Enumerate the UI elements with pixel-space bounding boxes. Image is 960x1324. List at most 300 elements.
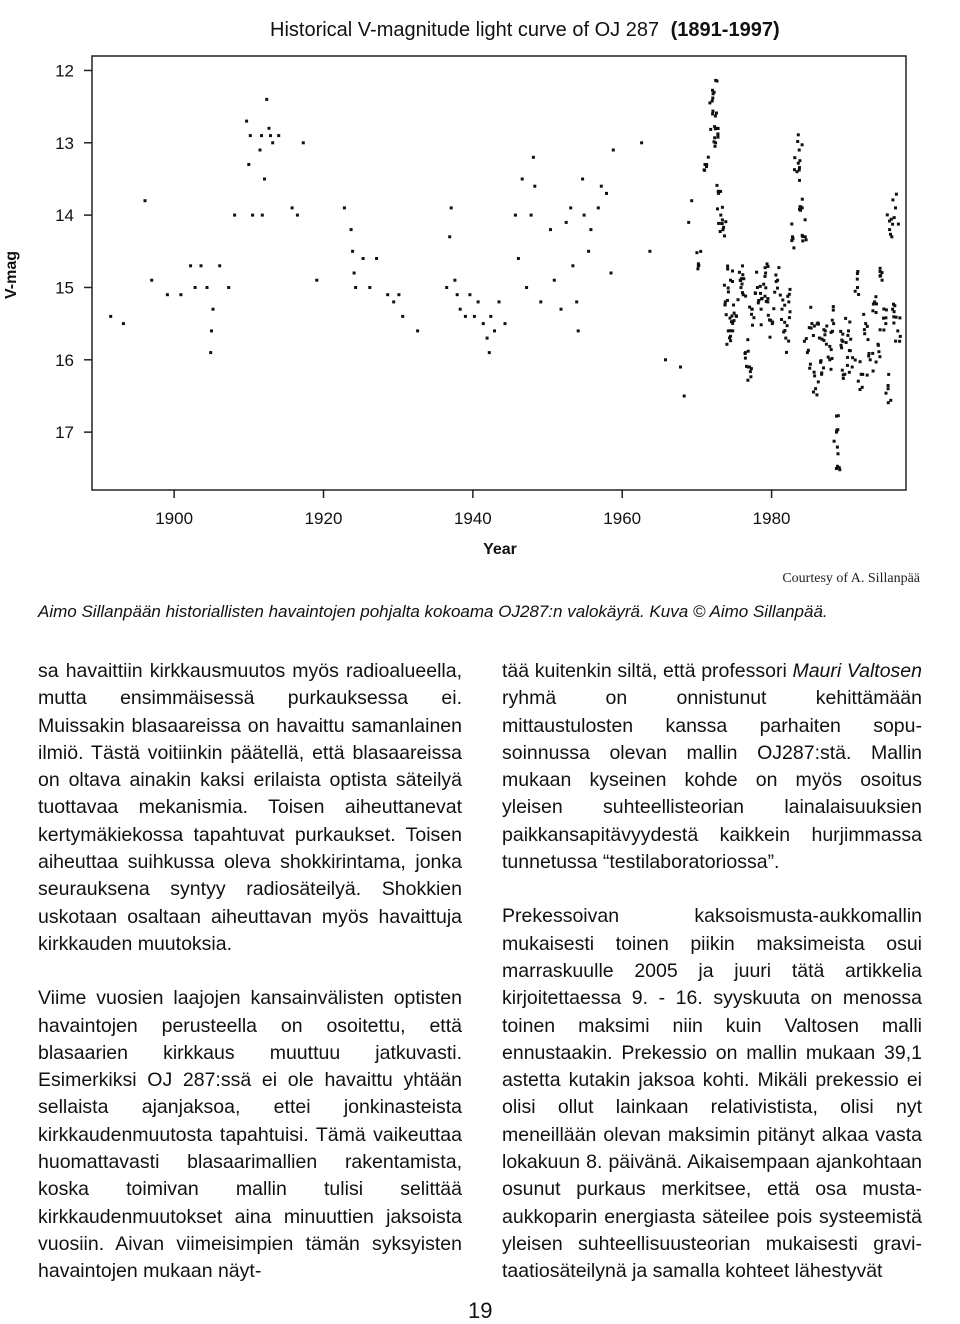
data-point bbox=[803, 340, 806, 343]
data-point bbox=[744, 352, 747, 355]
data-point bbox=[878, 355, 881, 358]
chart-title-years: (1891-1997) bbox=[670, 19, 780, 41]
data-point bbox=[784, 337, 787, 340]
data-point bbox=[448, 235, 451, 238]
data-point bbox=[296, 214, 299, 217]
data-point bbox=[752, 316, 755, 319]
data-point bbox=[265, 98, 268, 101]
data-point bbox=[723, 234, 726, 237]
data-point bbox=[386, 293, 389, 296]
data-point bbox=[754, 292, 757, 295]
data-point bbox=[832, 322, 835, 325]
data-point bbox=[696, 267, 699, 270]
data-point bbox=[831, 330, 834, 333]
data-point bbox=[731, 329, 734, 332]
data-point bbox=[893, 304, 896, 307]
x-tick-label: 1980 bbox=[752, 509, 791, 528]
data-point bbox=[664, 358, 667, 361]
data-point bbox=[711, 100, 714, 103]
data-point bbox=[868, 352, 871, 355]
data-point bbox=[726, 265, 729, 268]
data-point bbox=[890, 218, 893, 221]
data-point bbox=[785, 351, 788, 354]
data-point bbox=[714, 145, 717, 148]
data-point bbox=[749, 375, 752, 378]
data-point bbox=[757, 301, 760, 304]
data-point bbox=[747, 350, 750, 353]
data-point bbox=[703, 169, 706, 172]
data-point bbox=[719, 230, 722, 233]
data-point bbox=[750, 313, 753, 316]
data-point bbox=[699, 250, 702, 253]
data-point bbox=[755, 271, 758, 274]
data-point bbox=[751, 324, 754, 327]
data-point bbox=[798, 149, 801, 152]
data-point bbox=[721, 222, 724, 225]
data-point bbox=[789, 310, 792, 313]
y-tick-label: 16 bbox=[55, 350, 74, 370]
data-point bbox=[353, 272, 356, 275]
data-point bbox=[832, 305, 835, 308]
data-point bbox=[836, 465, 839, 468]
data-point bbox=[493, 329, 496, 332]
data-point bbox=[813, 374, 816, 377]
data-point bbox=[597, 206, 600, 209]
figure-caption: Aimo Sillanpään historiallisten havaintojen pohjalta kokoama OJ287:n valokäyrä. Kuva © Aimo Sillanpää. bbox=[38, 602, 828, 621]
data-point bbox=[697, 262, 700, 265]
data-point bbox=[764, 266, 767, 269]
data-point bbox=[397, 293, 400, 296]
data-point bbox=[468, 293, 471, 296]
data-point bbox=[822, 366, 825, 369]
data-point bbox=[726, 299, 729, 302]
data-point bbox=[581, 178, 584, 181]
data-point bbox=[786, 324, 789, 327]
data-point bbox=[760, 323, 763, 326]
data-point bbox=[891, 198, 894, 201]
data-point bbox=[854, 359, 857, 362]
data-point bbox=[343, 206, 346, 209]
data-point bbox=[375, 257, 378, 260]
data-point bbox=[539, 300, 542, 303]
data-point bbox=[711, 112, 714, 115]
data-point bbox=[764, 272, 767, 275]
data-point bbox=[836, 428, 839, 431]
data-point bbox=[482, 322, 485, 325]
data-point bbox=[732, 304, 735, 307]
data-point bbox=[721, 206, 724, 209]
data-point bbox=[612, 149, 615, 152]
data-point bbox=[879, 267, 882, 270]
data-point bbox=[741, 283, 744, 286]
data-point bbox=[716, 133, 719, 136]
data-point bbox=[717, 190, 720, 193]
data-point bbox=[884, 316, 887, 319]
data-point bbox=[488, 351, 491, 354]
data-point bbox=[812, 391, 815, 394]
data-point bbox=[831, 319, 834, 322]
x-tick-label: 1920 bbox=[304, 509, 343, 528]
data-point bbox=[707, 156, 710, 159]
y-tick-label: 13 bbox=[55, 133, 74, 153]
data-point bbox=[782, 331, 785, 334]
data-point bbox=[350, 228, 353, 231]
data-point bbox=[723, 284, 726, 287]
data-point bbox=[695, 251, 698, 254]
data-point bbox=[885, 392, 888, 395]
data-point bbox=[798, 179, 801, 182]
data-point bbox=[729, 335, 732, 338]
data-point bbox=[800, 206, 803, 209]
data-point bbox=[709, 128, 712, 131]
data-point bbox=[825, 325, 828, 328]
data-point bbox=[898, 316, 901, 319]
data-point bbox=[498, 300, 501, 303]
data-point bbox=[725, 343, 728, 346]
data-point bbox=[886, 213, 889, 216]
data-point bbox=[766, 297, 769, 300]
data-point bbox=[810, 327, 813, 330]
left-paragraph-1: sa havaittiin kirkkausmuutos myös radioalueella, mutta ensimmäisessä purkauksessa ei. Muissakin blasaareissa on havaittu samanlainen ilmiö. Tästä voitiinkin päätellä, että blasaareissa on oltava ainakin kaksi erilaista optista säteilyä tuottavaa mekanismia. Toisen aiheuttanevat kertymäkiekossa tapahtuvat purkaukset. Toisen aiheuttaa suihkussa oleva shokkirintama, jonka seurauksena syntyy radiosäteilyä. Shokkien uskotaan osaltaan aiheuttavan myös havaittuja kirkkauden muutoksia. bbox=[38, 660, 462, 955]
y-tick-label: 14 bbox=[55, 206, 74, 226]
data-point bbox=[122, 322, 125, 325]
data-point bbox=[610, 272, 613, 275]
right-column bbox=[502, 658, 922, 1286]
data-point bbox=[712, 92, 715, 95]
data-point bbox=[894, 340, 897, 343]
data-point bbox=[783, 321, 786, 324]
data-point bbox=[801, 143, 804, 146]
data-point bbox=[875, 302, 878, 305]
data-point bbox=[877, 343, 880, 346]
data-point bbox=[735, 314, 738, 317]
plot-frame bbox=[92, 56, 906, 490]
data-point bbox=[729, 339, 732, 342]
data-point bbox=[705, 165, 708, 168]
right-paragraph-1 bbox=[502, 658, 922, 876]
chart-points bbox=[109, 79, 902, 471]
data-point bbox=[764, 295, 767, 298]
data-point bbox=[714, 79, 717, 82]
data-point bbox=[767, 265, 770, 268]
data-point bbox=[851, 366, 854, 369]
data-point bbox=[867, 338, 870, 341]
courtesy-credit: Courtesy of A. Sillanpää bbox=[782, 571, 920, 586]
data-point bbox=[227, 286, 230, 289]
data-point bbox=[560, 308, 563, 311]
data-point bbox=[756, 286, 759, 289]
data-point bbox=[842, 373, 845, 376]
x-axis-label: Year bbox=[483, 541, 517, 558]
data-point bbox=[787, 300, 790, 303]
data-point bbox=[489, 315, 492, 318]
data-point bbox=[828, 345, 831, 348]
data-point bbox=[261, 214, 264, 217]
data-point bbox=[144, 199, 147, 202]
data-point bbox=[851, 356, 854, 359]
data-point bbox=[823, 333, 826, 336]
data-point bbox=[648, 250, 651, 253]
data-point bbox=[721, 218, 724, 221]
data-point bbox=[844, 317, 847, 320]
data-point bbox=[247, 163, 250, 166]
data-point bbox=[711, 89, 714, 92]
data-point bbox=[724, 303, 727, 306]
data-point bbox=[445, 286, 448, 289]
data-point bbox=[749, 370, 752, 373]
data-point bbox=[251, 214, 254, 217]
data-point bbox=[882, 329, 885, 332]
data-point bbox=[571, 264, 574, 267]
data-point bbox=[820, 359, 823, 362]
data-point bbox=[268, 127, 271, 130]
data-point bbox=[731, 270, 734, 273]
chart-title bbox=[270, 19, 780, 41]
data-point bbox=[893, 216, 896, 219]
data-point bbox=[233, 214, 236, 217]
data-point bbox=[683, 395, 686, 398]
data-point bbox=[872, 370, 875, 373]
data-point bbox=[744, 357, 747, 360]
data-point bbox=[861, 386, 864, 389]
data-point bbox=[209, 351, 212, 354]
data-point bbox=[679, 366, 682, 369]
data-point bbox=[719, 214, 722, 217]
data-point bbox=[825, 343, 828, 346]
data-point bbox=[869, 358, 872, 361]
data-point bbox=[793, 156, 796, 159]
data-point bbox=[260, 134, 263, 137]
data-point bbox=[769, 336, 772, 339]
data-point bbox=[575, 300, 578, 303]
data-point bbox=[767, 314, 770, 317]
data-point bbox=[263, 178, 266, 181]
data-point bbox=[837, 414, 840, 417]
data-point bbox=[450, 206, 453, 209]
data-point bbox=[849, 338, 852, 341]
light-curve-chart bbox=[0, 0, 960, 600]
data-point bbox=[827, 356, 830, 359]
data-point bbox=[848, 349, 851, 352]
data-point bbox=[856, 270, 859, 273]
data-point bbox=[830, 348, 833, 351]
author-name: Mauri Valtosen bbox=[792, 660, 923, 682]
data-point bbox=[521, 178, 524, 181]
x-tick-label: 1900 bbox=[155, 509, 194, 528]
data-point bbox=[517, 257, 520, 260]
chart-title-main: Historical V-magnitude light curve of OJ 287 bbox=[270, 19, 660, 41]
right-paragraph-2: Prekessoivan kaksoismusta-aukkomallin mukaisesti toinen piikin maksimeista osui marraskuulle 2005 ja juuri tätä artikkelia kirjoitettaessa 9. - 16. syyskuuta on menossa toinen maksimi niin kuin Valtosen malli ennustaakin. Prekessio on mallin mukaan 39,1 astetta kutakin jaksoa kohti. Mikäli prekessio ei olisi ollut lainkaan relativistista, olisi nyt meneillään olevan maksimin pitänyt alkaa vasta lokakuun 8. päivänä. Aikaisempaan ajankohtaan osunut purkaus merkitsee, että osa musta-aukkoparin energiasta säteilee pois systeemistä yleisen suhteellisuusteorian mukaisesti gravitaatiosäteilynä ja samalla kohteet lähestyvät bbox=[502, 905, 922, 1283]
data-point bbox=[744, 295, 747, 298]
data-point bbox=[790, 223, 793, 226]
data-point bbox=[532, 156, 535, 159]
y-tick-label: 15 bbox=[55, 278, 74, 298]
data-point bbox=[779, 294, 782, 297]
data-point bbox=[577, 329, 580, 332]
data-point bbox=[845, 341, 848, 344]
data-point bbox=[848, 321, 851, 324]
data-point bbox=[291, 206, 294, 209]
data-point bbox=[861, 373, 864, 376]
data-point bbox=[887, 373, 890, 376]
data-point bbox=[875, 311, 878, 314]
data-point bbox=[892, 322, 895, 325]
data-point bbox=[836, 446, 839, 449]
data-point bbox=[733, 312, 736, 315]
data-point bbox=[733, 319, 736, 322]
data-point bbox=[711, 110, 714, 113]
left-paragraph-2: Viime vuosien laajojen kansainvälisten optisten havaintojen perusteella on osoitettu, että blasaarien kirkkaus muuttuu jatkuvasti. Esimerkiksi OJ 287:ssä ei ole havaittu yhtään sellaista ajanjaksoa, ettei jonkinasteista kirkkaudenmuutosta tapahtuisi. Tämä vaikeuttaa huomattavasti blasaarimallien rakentamista, koska toimivan mallin tulisi selittää kirkkaudenmuutokset aina minuuttien jaksoista vuosiin. Aivan viimeisimpien tämän syksyisten havaintojen mukaan näyt- bbox=[38, 987, 462, 1283]
data-point bbox=[302, 141, 305, 144]
data-point bbox=[863, 332, 866, 335]
data-point bbox=[808, 367, 811, 370]
data-point bbox=[815, 393, 818, 396]
data-point bbox=[813, 325, 816, 328]
data-point bbox=[831, 357, 834, 360]
data-point bbox=[854, 290, 857, 293]
data-point bbox=[846, 334, 849, 337]
data-point bbox=[898, 340, 901, 343]
data-point bbox=[740, 286, 743, 289]
data-point bbox=[830, 368, 833, 371]
data-point bbox=[896, 329, 899, 332]
data-point bbox=[741, 291, 744, 294]
data-point bbox=[533, 185, 536, 188]
data-point bbox=[884, 322, 887, 325]
data-point bbox=[881, 279, 884, 282]
data-point bbox=[887, 384, 890, 387]
data-point bbox=[893, 310, 896, 313]
data-point bbox=[789, 288, 792, 291]
data-point bbox=[726, 268, 729, 271]
data-point bbox=[847, 329, 850, 332]
data-point bbox=[872, 303, 875, 306]
data-point bbox=[453, 279, 456, 282]
data-point bbox=[866, 374, 869, 377]
data-point bbox=[841, 369, 844, 372]
data-point bbox=[206, 286, 209, 289]
data-point bbox=[895, 193, 898, 196]
page-number: 19 bbox=[468, 1298, 493, 1323]
data-point bbox=[841, 333, 844, 336]
data-point bbox=[790, 239, 793, 242]
data-point bbox=[859, 360, 862, 363]
data-point bbox=[801, 198, 804, 201]
data-point bbox=[894, 206, 897, 209]
data-point bbox=[882, 308, 885, 311]
data-point bbox=[822, 339, 825, 342]
data-point bbox=[793, 168, 796, 171]
data-point bbox=[738, 271, 741, 274]
data-point bbox=[885, 308, 888, 311]
data-point bbox=[895, 316, 898, 319]
data-point bbox=[351, 250, 354, 253]
data-point bbox=[730, 315, 733, 318]
data-point bbox=[780, 318, 783, 321]
data-point bbox=[249, 134, 252, 137]
data-point bbox=[798, 159, 801, 162]
data-point bbox=[722, 228, 725, 231]
data-point bbox=[194, 286, 197, 289]
chart-axes bbox=[55, 56, 906, 528]
data-point bbox=[816, 322, 819, 325]
data-point bbox=[798, 169, 801, 172]
data-point bbox=[773, 291, 776, 294]
data-point bbox=[277, 134, 280, 137]
x-tick-label: 1960 bbox=[603, 509, 642, 528]
data-point bbox=[189, 264, 192, 267]
data-point bbox=[856, 278, 859, 281]
data-point bbox=[218, 264, 221, 267]
data-point bbox=[549, 228, 552, 231]
data-point bbox=[109, 315, 112, 318]
data-point bbox=[801, 234, 804, 237]
data-point bbox=[805, 238, 808, 241]
data-point bbox=[775, 280, 778, 283]
data-point bbox=[807, 349, 810, 352]
data-point bbox=[897, 223, 900, 226]
data-point bbox=[809, 363, 812, 366]
data-point bbox=[713, 140, 716, 143]
data-point bbox=[856, 286, 859, 289]
data-point bbox=[857, 380, 860, 383]
data-point bbox=[200, 264, 203, 267]
data-point bbox=[368, 286, 371, 289]
data-point bbox=[464, 315, 467, 318]
data-point bbox=[786, 295, 789, 298]
data-point bbox=[717, 222, 720, 225]
data-point bbox=[879, 328, 882, 331]
data-point bbox=[822, 328, 825, 331]
data-point bbox=[840, 346, 843, 349]
data-point bbox=[750, 308, 753, 311]
data-point bbox=[729, 329, 732, 332]
data-point bbox=[875, 361, 878, 364]
data-point bbox=[354, 286, 357, 289]
data-point bbox=[711, 97, 714, 100]
data-point bbox=[569, 206, 572, 209]
x-tick-label: 1940 bbox=[453, 509, 492, 528]
data-point bbox=[805, 337, 808, 340]
data-point bbox=[787, 340, 790, 343]
left-column bbox=[38, 658, 462, 1286]
data-point bbox=[862, 313, 865, 316]
data-point bbox=[846, 364, 849, 367]
data-point bbox=[456, 293, 459, 296]
data-point bbox=[764, 275, 767, 278]
data-point bbox=[727, 287, 730, 290]
data-point bbox=[504, 322, 507, 325]
data-point bbox=[737, 298, 740, 301]
data-point bbox=[245, 120, 248, 123]
data-point bbox=[871, 309, 874, 312]
data-point bbox=[891, 223, 894, 226]
data-point bbox=[742, 277, 745, 280]
data-point bbox=[797, 133, 800, 136]
data-point bbox=[764, 286, 767, 289]
data-point bbox=[716, 207, 719, 210]
data-point bbox=[761, 297, 764, 300]
data-point bbox=[842, 377, 845, 380]
data-point bbox=[871, 352, 874, 355]
data-point bbox=[269, 134, 272, 137]
data-point bbox=[315, 279, 318, 282]
data-point bbox=[565, 221, 568, 224]
data-point bbox=[837, 452, 840, 455]
data-point bbox=[746, 379, 749, 382]
data-point bbox=[741, 264, 744, 267]
data-point bbox=[877, 350, 880, 353]
